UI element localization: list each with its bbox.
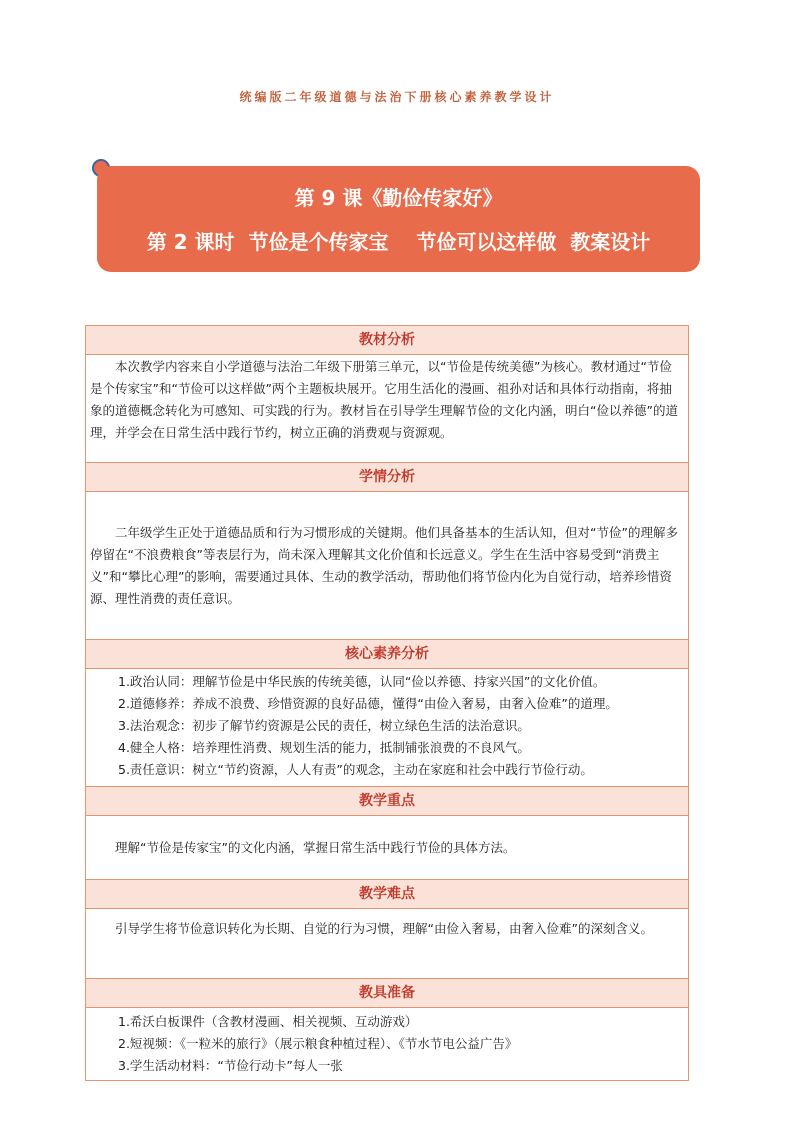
- section-heading-key: 教学重点: [86, 787, 688, 816]
- section-body-students: [86, 492, 688, 640]
- lesson-banner: [97, 166, 700, 272]
- section-heading-literacy: 核心素养分析: [86, 640, 688, 669]
- section-heading-tools: 教具准备: [86, 979, 688, 1008]
- literacy-item: 1.政治认同：理解节俭是中华民族的传统美德，认同“俭以养德、持家兴国”的文化价值。: [118, 674, 606, 689]
- section-heading-difficult: 教学难点: [86, 880, 688, 909]
- lesson-plan-table: [85, 325, 689, 1081]
- series-title: 统编版二年级道德与法治下册核心素养教学设计: [239, 90, 555, 104]
- students-text: 二年级学生正处于道德品质和行为习惯形成的关键期。他们具备基本的生活认知，但对“节俭”的理解多停留在“不浪费粮食”等表层行为，尚未深入理解其文化价值和长远意义。学生在生活中容易受到“消费主义”和“攀比心理”的影响，需要通过具体、生动的教学活动，帮助他们将节俭内化为自觉行动，培养珍惜资源、理性消费的责任意识。: [90, 525, 678, 606]
- literacy-item: 5.责任意识：树立“节约资源，人人有责”的观念，主动在家庭和社会中践行节俭行动。: [118, 762, 593, 777]
- difficult-text: 引导学生将节俭意识转化为长期、自觉的行为习惯，理解“由俭入奢易，由奢入俭难”的深刻含义。: [115, 921, 653, 936]
- literacy-item: 3.法治观念：初步了解节约资源是公民的责任，树立绿色生活的法治意识。: [118, 718, 530, 733]
- literacy-item: 4.健全人格：培养理性消费、规划生活的能力，抵制铺张浪费的不良风气。: [118, 740, 530, 755]
- literacy-item: 2.道德修养：养成不浪费、珍惜资源的良好品德，懂得“由俭入奢易，由奢入俭难”的道理。: [118, 696, 618, 711]
- tools-item: 1.希沃白板课件（含教材漫画、相关视频、互动游戏）: [118, 1014, 418, 1029]
- section-heading-material: 教材分析: [86, 326, 688, 355]
- material-text: 本次教学内容来自小学道德与法治二年级下册第三单元，以“节俭是传统美德”为核心。教材通过“节俭是个传家宝”和“节俭可以这样做”两个主题板块展开。它用生活化的漫画、祖孙对话和具体行动指南，将抽象的道德概念转化为可感知、可实践的行为。教材旨在引导学生理解节俭的文化内涵，明白“俭以养德”的道理，并学会在日常生活中践行节约，树立正确的消费观与资源观。: [90, 359, 678, 440]
- section-body-literacy: [86, 669, 688, 787]
- section-heading-students: 学情分析: [86, 463, 688, 492]
- section-body-tools: [86, 1008, 688, 1080]
- section-body-key: [86, 816, 688, 880]
- section-body-material: [86, 355, 688, 463]
- lesson-subtitle: 第 2 课时 节俭是个传家宝 节俭可以这样做 教案设计: [146, 230, 651, 254]
- section-body-difficult: [86, 909, 688, 979]
- tools-item: 2.短视频：《一粒米的旅行》（展示粮食种植过程）、《节水节电公益广告》: [118, 1036, 518, 1051]
- lesson-title: 第 9 课《勤俭传家好》: [294, 186, 503, 210]
- tools-item: 3.学生活动材料：“节俭行动卡”每人一张: [118, 1058, 343, 1073]
- key-text: 理解“节俭是传家宝”的文化内涵，掌握日常生活中践行节俭的具体方法。: [115, 840, 516, 855]
